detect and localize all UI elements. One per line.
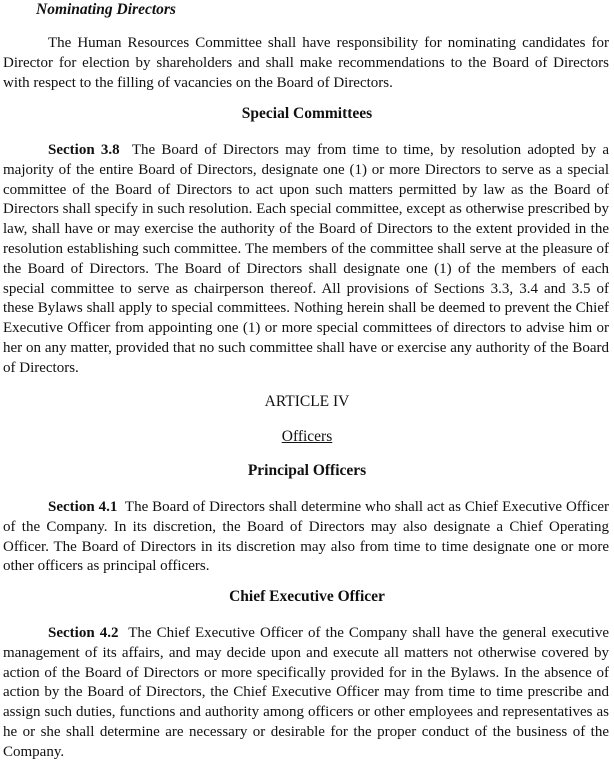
article-title: ARTICLE IV <box>264 393 350 410</box>
nominating-directors-heading: Nominating Directors <box>36 1 176 18</box>
principal-officers-heading: Principal Officers <box>247 462 367 479</box>
section-4-1-text: The Board of Directors shall determine who shall act as Chief Executive Officer of the Company. In its discretion, the Board of Directors may also designate a Chief Operating Officer. The Board of Directors in its discretion may also from time to time designate one or more other officers as principal officers. <box>3 499 609 575</box>
special-committees-heading: Special Committees <box>241 105 373 122</box>
section-3-8-label: Section 3.8 <box>48 142 120 158</box>
section-4-1-paragraph <box>3 498 609 577</box>
section-3-8-paragraph <box>3 141 609 379</box>
article-subtitle: Officers <box>281 428 333 445</box>
section-4-2-label: Section 4.2 <box>48 625 119 641</box>
section-3-8-text: The Board of Directors may from time to time, by resolution adopted by a majority of the entire Board of Directors, designate one (1) or more Directors to serve as a special committee of the Board of Directors to act upon such matters permitted by law as the Board of Directors shall specify in such resolution. Each special committee, except as otherwise prescribed by law, shall have or may exercise the authority of the Board of Directors to the extent provided in the resolution establishing such committee. The members of the committee shall serve at the pleasure of the Board of Directors. The Board of Directors shall designate one (1) of the members of each special committee to serve as chairperson thereof. All provisions of Sections 3.3, 3.4 and 3.5 of these Bylaws shall apply to special committees. Nothing herein shall be deemed to prevent the Chief Executive Officer from appointing one (1) or more special committees of directors to advise him or her on any matter, provided that no such committee shall have or exercise any authority of the Board of Directors. <box>3 142 610 376</box>
ceo-heading: Chief Executive Officer <box>229 588 385 605</box>
nominating-directors-paragraph: The Human Resources Committee shall have responsibility for nominating candidates for Director for election by shareholders and shall make recommendations to the Board of Directors with respect to the filling of vacancies on the Board of Directors. <box>3 35 609 91</box>
section-4-2-paragraph <box>3 624 609 763</box>
section-4-2-text: The Chief Executive Officer of the Company shall have the general executive management of its affairs, and may decide upon and execute all matters not otherwise covered by action of the Board of Directors or more specifically provided for in the Bylaws. In the absence of action by the Board of Directors, the Chief Executive Officer may from time to time prescribe and assign such duties, functions and authority among officers or other employees and representatives as he or she shall determine are necessary or desirable for the proper conduct of the business of the Company. <box>3 625 609 760</box>
section-4-1-label: Section 4.1 <box>48 499 118 515</box>
